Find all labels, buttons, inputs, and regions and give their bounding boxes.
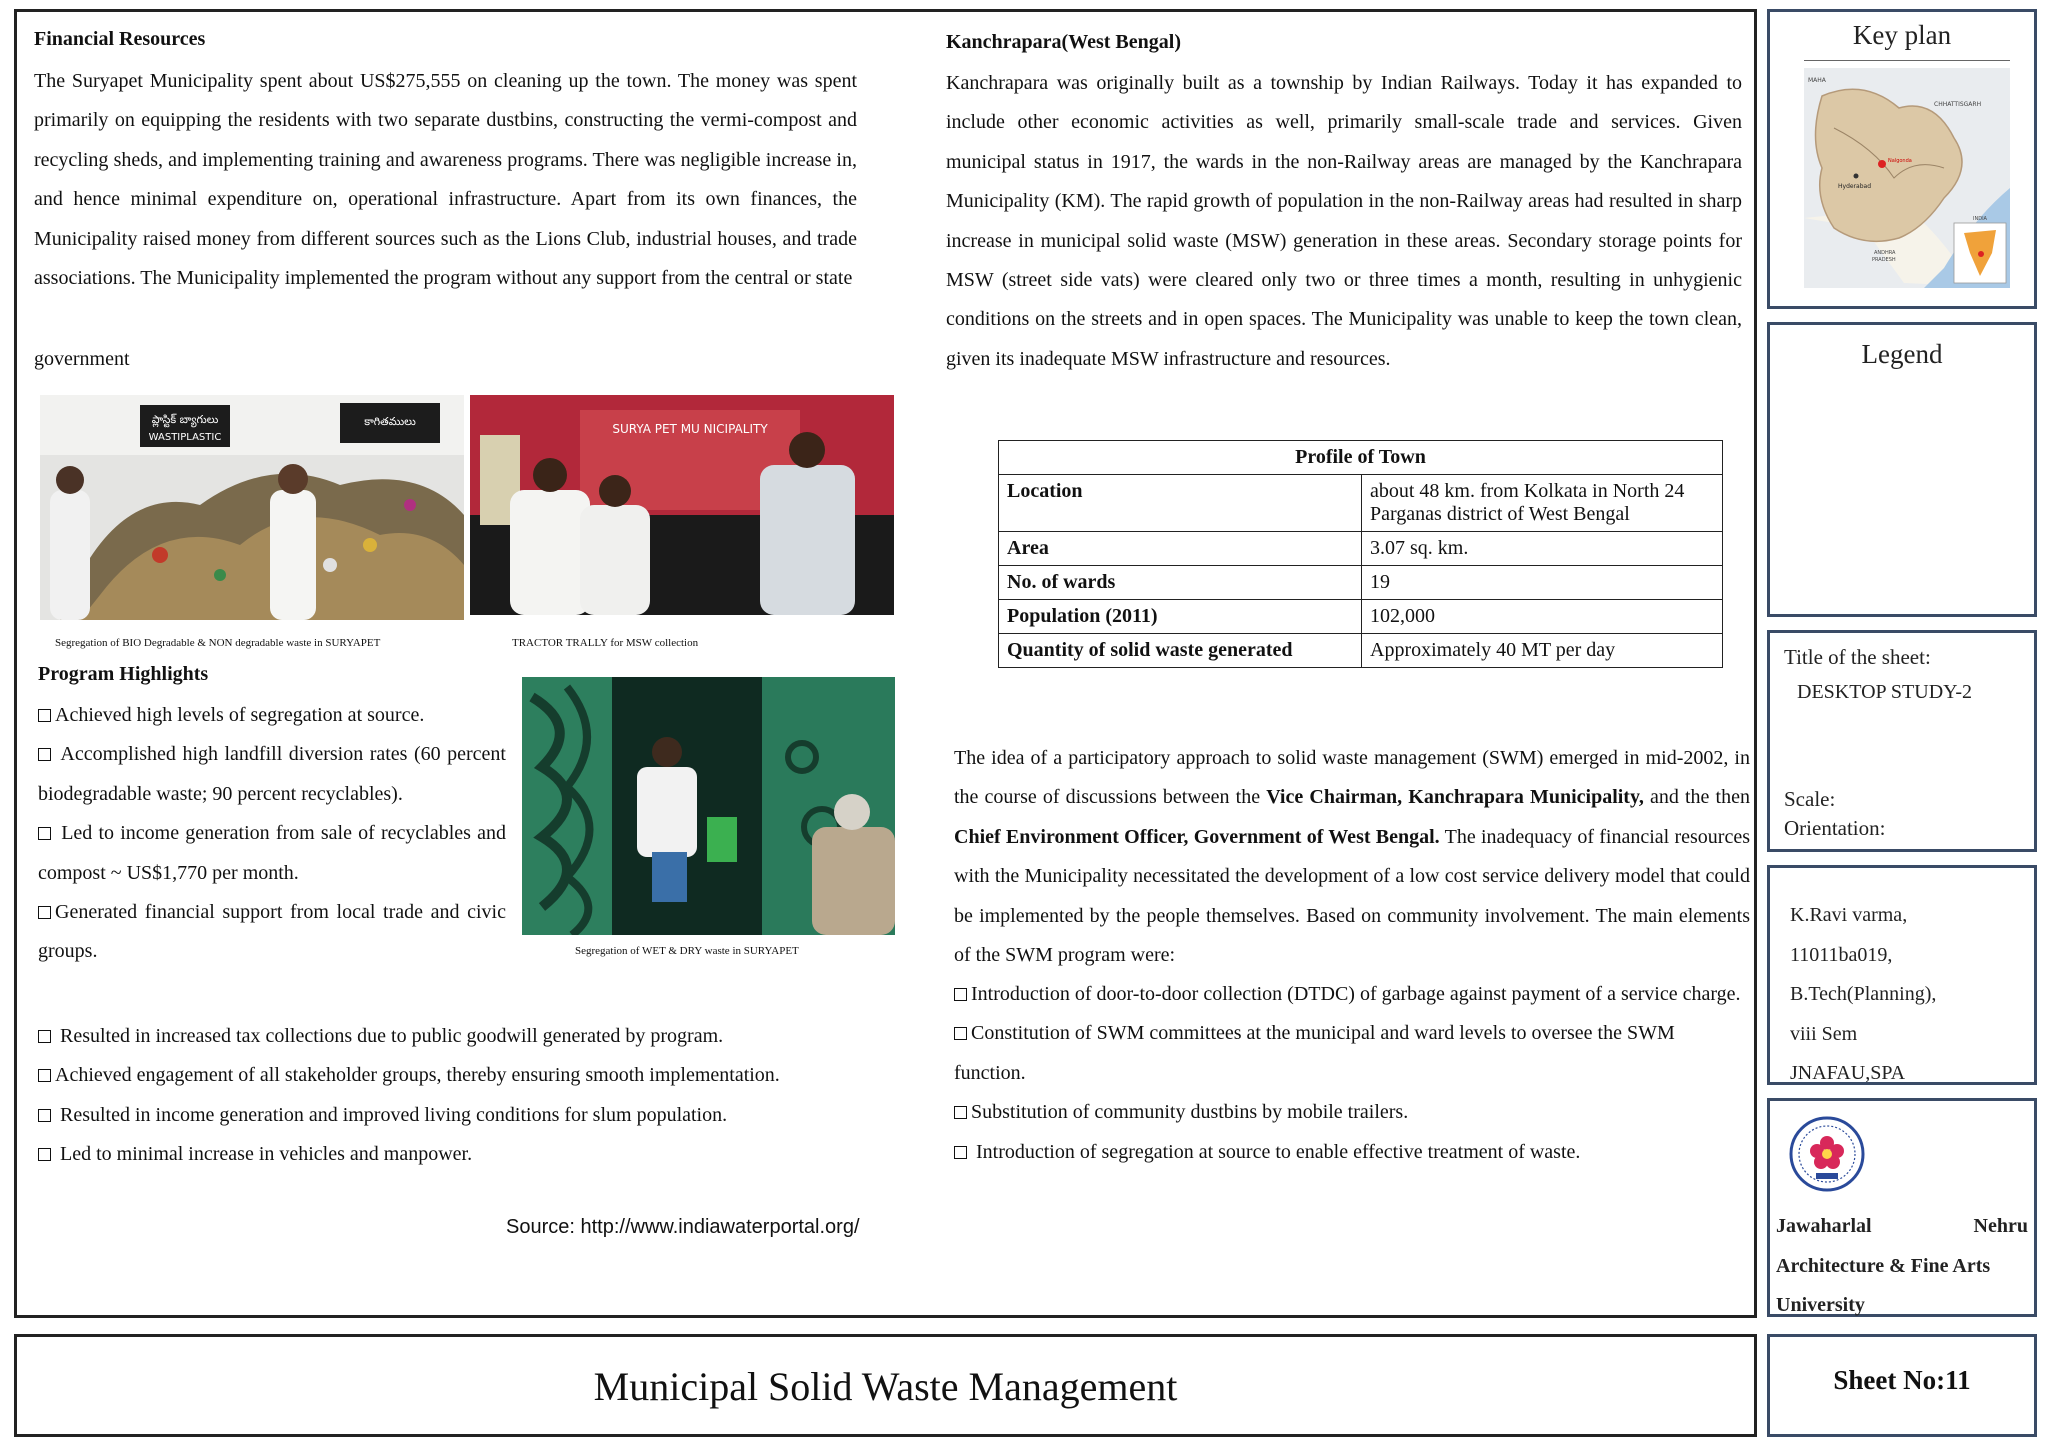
highlight-item: Led to income generation from sale of recyclables and compost ~ US$1,770 per month. — [38, 822, 507, 884]
highlight-item: Accomplished high landfill diversion rates (60 percent biodegradable waste; 90 percent recyclables). — [38, 743, 506, 805]
checkbox-icon — [38, 709, 51, 722]
row-label: Area — [999, 532, 1362, 566]
idea-text-1: The idea of a participatory approach to solid waste management (SWM) emerged in mid-2002, in the course of discussions between the — [954, 747, 1750, 809]
table-row — [999, 634, 1723, 668]
university-box — [1767, 1098, 2037, 1317]
university-line-1 — [1776, 1207, 2028, 1247]
row-label: Location — [999, 475, 1362, 532]
map-label-hyderabad: Hyderabad — [1838, 183, 1871, 190]
photo-tractor-trally — [470, 395, 894, 615]
checkbox-icon — [38, 1069, 51, 1082]
row-label: No. of wards — [999, 566, 1362, 600]
keyplan-box — [1767, 9, 2037, 309]
element-item: Constitution of SWM committees at the municipal and ward levels to oversee the SWM function. — [954, 1022, 1675, 1084]
sign2-telugu: కాగితములు — [364, 415, 416, 428]
university-line-3: University — [1776, 1294, 1865, 1316]
map-label-pradesh: PRADESH — [1872, 257, 1896, 263]
idea-paragraph — [954, 739, 1750, 975]
checkbox-icon — [38, 1109, 51, 1122]
sheet-title-value: DESKTOP STUDY-2 — [1797, 681, 1973, 703]
caption-tractor-trally: TRACTOR TRALLY for MSW collection — [512, 637, 699, 649]
table-header-row — [999, 441, 1723, 475]
row-value: 19 — [1362, 566, 1723, 600]
checkbox-icon — [38, 906, 51, 919]
highlight-item: Resulted in income generation and improved living conditions for slum population. — [38, 1096, 898, 1135]
swm-elements-list — [954, 975, 1750, 1172]
keyplan-map — [1804, 68, 2010, 288]
idea-text-3: The inadequacy of financial resources with the Municipality necessitated the development of a low cost service delivery model that could be implemented by the people themselves. Based on community involvement. The main elements of the SWM program were: — [954, 825, 1751, 967]
caption-segregation-bio: Segregation of BIO Degradable & NON degradable waste in SURYAPET — [55, 637, 381, 649]
sign3-text: SURYA PET MU NICIPALITY — [612, 422, 768, 436]
sheet-title-box — [1767, 630, 2037, 852]
checkbox-icon — [954, 988, 967, 1001]
map-label-india: INDIA — [1973, 216, 1987, 222]
university-logo — [1788, 1115, 1866, 1193]
sheet-title-label: Title of the sheet: — [1784, 645, 1931, 669]
map-label-andhra: ANDHRA — [1874, 250, 1896, 256]
sign1-telugu: ప్లాస్టిక్ బ్యాగులు — [151, 413, 219, 426]
highlight-item: Achieved engagement of all stakeholder groups, thereby ensuring smooth implementation. — [38, 1056, 898, 1095]
highlight-item: Resulted in increased tax collections due to public goodwill generated by program. — [38, 1017, 898, 1056]
row-label: Quantity of solid waste generated — [999, 634, 1362, 668]
profile-table — [998, 440, 1723, 668]
map-label-maharashtra: MAHA — [1808, 77, 1826, 84]
row-value: Approximately 40 MT per day — [1362, 634, 1723, 668]
legend-box — [1767, 322, 2037, 617]
university-line-2: Architecture & Fine Arts — [1776, 1254, 1991, 1277]
scale-label: Scale: — [1784, 787, 1836, 811]
idea-bold-1: Vice Chairman, Kanchrapara Municipality, — [1266, 786, 1644, 809]
checkbox-icon — [38, 1030, 51, 1043]
source-citation: Source: http://www.indiawaterportal.org/ — [506, 1216, 860, 1238]
kanchrapara-paragraph: Kanchrapara was originally built as a township by Indian Railways. Today it has expanded to include other economic activities as well, primarily small-scale trade and services. Given municipal status in 1917, the wards in the non-Railway areas are managed by the Kanchrapara Municipality (KM). The rapid growth of population in the non-Railway areas had resulted in sharp increase in municipal solid waste (MSW) generation in these areas. Secondary storage points for MSW (street side vats) were cleared only two or three times a month, resulting in unhygienic conditions on the streets and in open spaces. The Municipality was unable to keep the town clean, given its inadequate MSW infrastructure and resources. — [946, 72, 1742, 370]
sheet-number: Sheet No:11 — [1833, 1365, 1971, 1395]
map-label-chhattisgarh: CHHATTISGARH — [1934, 101, 1982, 108]
main-title: Municipal Solid Waste Management — [593, 1364, 1178, 1409]
title-frame — [14, 1334, 1757, 1437]
checkbox-icon — [38, 748, 51, 761]
kanchrapara-heading: Kanchrapara(West Bengal) — [946, 31, 1181, 53]
highlight-item: Led to minimal increase in vehicles and manpower. — [38, 1135, 898, 1174]
table-row — [999, 566, 1723, 600]
table-row — [999, 475, 1723, 532]
sheet-number-box — [1767, 1334, 2037, 1437]
university-name — [1776, 1207, 2028, 1326]
idea-text-2: and the then — [1650, 786, 1750, 809]
highlights-heading: Program Highlights — [38, 663, 209, 685]
author-institute: JNAFAU,SPA — [1790, 1062, 1906, 1084]
row-label: Population (2011) — [999, 600, 1362, 634]
author-roll: 11011ba019, — [1790, 943, 1893, 966]
author-course: B.Tech(Planning), — [1790, 983, 1937, 1005]
photo-segregation-bio — [40, 395, 464, 620]
legend-title: Legend — [1861, 339, 1943, 369]
keyplan-title: Key plan — [1852, 20, 1952, 50]
keyplan-divider — [1804, 60, 2010, 61]
financial-heading: Financial Resources — [34, 28, 206, 50]
highlight-item: Achieved high levels of segregation at source. — [38, 696, 506, 735]
author-semester: viii Sem — [1790, 1022, 1858, 1045]
table-row — [999, 532, 1723, 566]
profile-table-title: Profile of Town — [999, 441, 1723, 475]
element-item: Substitution of community dustbins by mobile trailers. — [954, 1093, 1750, 1132]
row-value: about 48 km. from Kolkata in North 24 Parganas district of West Bengal — [1362, 475, 1723, 532]
checkbox-icon — [954, 1106, 967, 1119]
orientation-label: Orientation: — [1784, 816, 1886, 840]
row-value: 102,000 — [1362, 600, 1723, 634]
highlights-wide-list — [38, 1017, 898, 1175]
financial-paragraph-tail: government — [34, 348, 130, 370]
photo-segregation-wet-dry — [522, 677, 895, 935]
university-word-2: Nehru — [1973, 1215, 2028, 1237]
author-box — [1767, 865, 2037, 1085]
highlight-item: Generated financial support from local trade and civic groups. — [38, 901, 506, 963]
row-value: 3.07 sq. km. — [1362, 532, 1723, 566]
author-details — [1790, 896, 1936, 1094]
map-label-nalgonda: Nalgonda — [1888, 158, 1912, 164]
table-row — [999, 600, 1723, 634]
checkbox-icon — [38, 827, 51, 840]
author-name: K.Ravi varma, — [1790, 904, 1908, 926]
financial-paragraph — [34, 62, 857, 298]
element-item: Introduction of segregation at source to enable effective treatment of waste. — [954, 1133, 1750, 1172]
financial-text: The Suryapet Municipality spent about US$275,555 on cleaning up the town. The money was spent primarily on equipping the residents with two separate dustbins, constructing the vermi-compost and recycling sheds, and implementing training and awareness programs. There was negligible increase in, and hence minimal expenditure on, operational infrastructure. Apart from its own finances, the Municipality raised money from different sources such as the Lions Club, industrial houses, and trade associations. The Municipality implemented the program without any support from the central or state — [34, 70, 857, 290]
checkbox-icon — [38, 1148, 51, 1161]
idea-bold-2: Chief Environment Officer, Government of West Bengal. — [954, 825, 1440, 848]
sign1-english: WASTIPLASTIC — [148, 432, 222, 443]
checkbox-icon — [954, 1027, 967, 1040]
element-item: Introduction of door-to-door collection (DTDC) of garbage against payment of a service charge. — [954, 975, 1750, 1014]
university-word-1: Jawaharlal — [1776, 1215, 1872, 1237]
caption-segregation-wet-dry: Segregation of WET & DRY waste in SURYAPET — [575, 945, 799, 957]
highlights-narrow-list — [38, 696, 506, 972]
checkbox-icon — [954, 1146, 967, 1159]
